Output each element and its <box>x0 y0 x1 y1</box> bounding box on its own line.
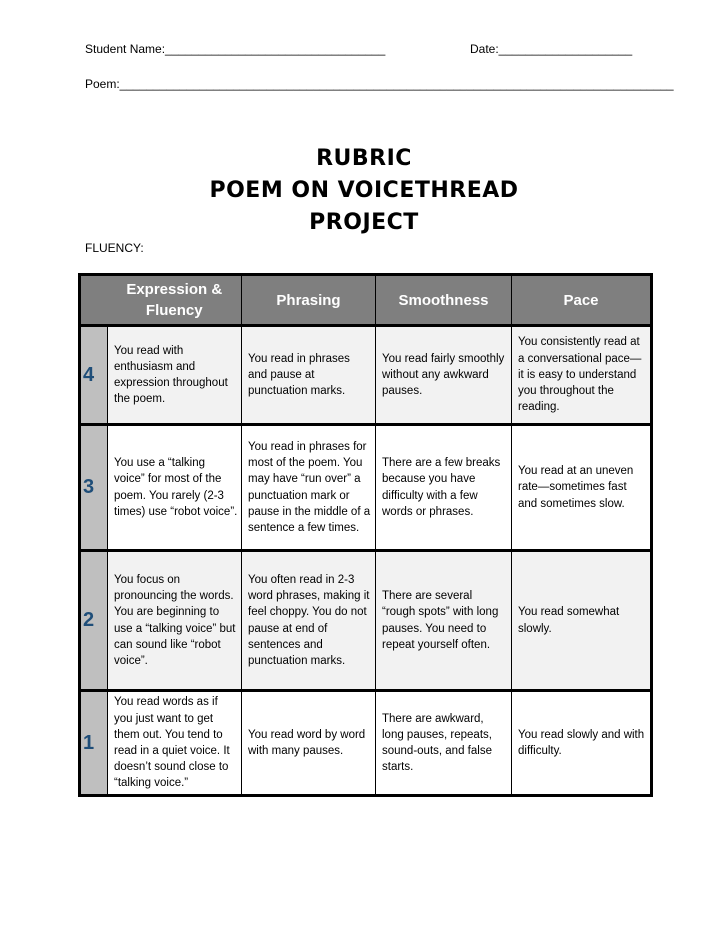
student-name-line: Student Name:_________________________________ <box>85 42 386 56</box>
cell-3-pace: You read at an uneven rate—sometimes fast and sometimes slow. <box>512 425 652 551</box>
cell-3-expression: You use a “talking voice” for most of the poem. You rarely (2-3 times) use “robot voice”. <box>108 425 242 551</box>
rubric-row-3 <box>80 425 652 551</box>
rubric-row-2 <box>80 551 652 691</box>
title-rubric: RUBRIC <box>316 146 412 171</box>
cell-4-expression: You read with enthusiasm and expression throughout the poem. <box>108 326 242 425</box>
header-phrasing: Phrasing <box>242 275 376 326</box>
header-smoothness: Smoothness <box>376 275 512 326</box>
rubric-row-1 <box>80 691 652 796</box>
cell-1-expression: You read words as if you just want to get them out. You tend to read in a quiet voice. It doesn’t sound close to “talking voice.” <box>108 691 242 796</box>
header-pace: Pace <box>512 275 652 326</box>
score-4: 4 <box>80 326 108 425</box>
title-project: PROJECT <box>309 210 419 235</box>
poem-line: Poem:___________________________________________________________________________________ <box>85 77 674 91</box>
score-1: 1 <box>80 691 108 796</box>
rubric-row-4 <box>80 326 652 425</box>
cell-1-smoothness: There are awkward, long pauses, repeats, sound-outs, and false starts. <box>376 691 512 796</box>
header-expression-fluency: Expression & Fluency <box>108 275 242 326</box>
cell-3-smoothness: There are a few breaks because you have difficulty with a few words or phrases. <box>376 425 512 551</box>
cell-4-smoothness: You read fairly smoothly without any awkward pauses. <box>376 326 512 425</box>
score-2: 2 <box>80 551 108 691</box>
cell-1-pace: You read slowly and with difficulty. <box>512 691 652 796</box>
header-corner <box>80 275 108 326</box>
cell-2-smoothness: There are several “rough spots” with long pauses. You need to repeat yourself often. <box>376 551 512 691</box>
title-poem-on-voicethread: POEM ON VOICETHREAD <box>209 178 519 203</box>
fluency-label: FLUENCY: <box>85 241 144 255</box>
score-3: 3 <box>80 425 108 551</box>
cell-2-pace: You read somewhat slowly. <box>512 551 652 691</box>
cell-4-phrasing: You read in phrases and pause at punctuation marks. <box>242 326 376 425</box>
header-row <box>80 275 652 326</box>
cell-4-pace: You consistently read at a conversational pace—it is easy to understand you throughout the reading. <box>512 326 652 425</box>
cell-3-phrasing: You read in phrases for most of the poem. You may have “run over” a punctuation mark or pause in the middle of a sentence a few times. <box>242 425 376 551</box>
cell-1-phrasing: You read word by word with many pauses. <box>242 691 376 796</box>
date-line: Date:____________________ <box>470 42 633 56</box>
cell-2-phrasing: You often read in 2-3 word phrases, making it feel choppy. You do not pause at end of sentences and punctuation marks. <box>242 551 376 691</box>
rubric-table <box>78 273 653 797</box>
cell-2-expression: You focus on pronouncing the words. You are beginning to use a “talking voice” but can sound like “robot voice”. <box>108 551 242 691</box>
